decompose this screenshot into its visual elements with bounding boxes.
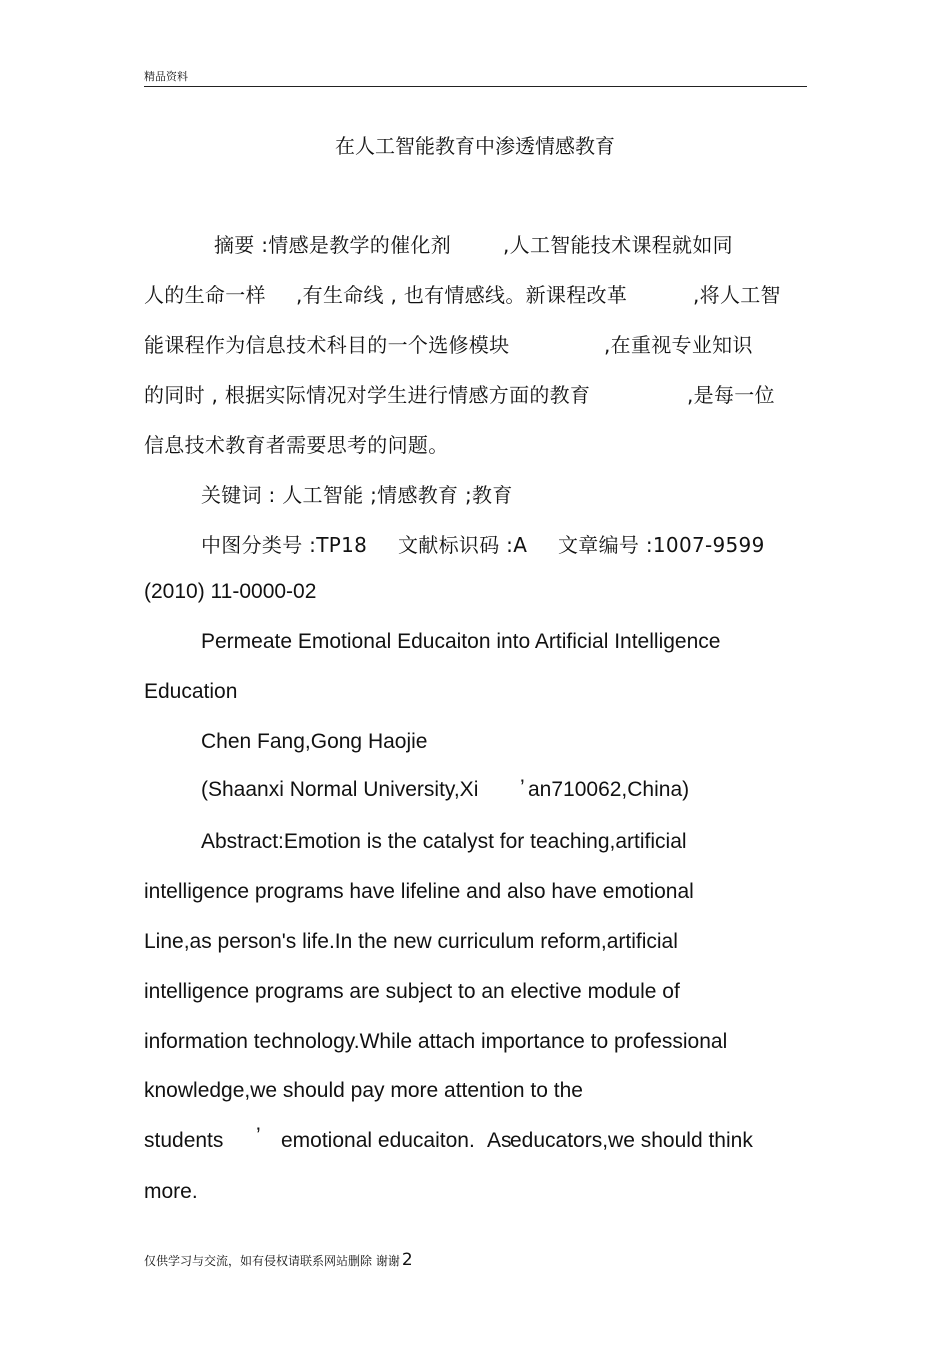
abstract-en-line-4: intelligence programs are subject to an elective module of [144, 980, 680, 1003]
authors: Chen Fang,Gong Haojie [201, 730, 428, 753]
header-divider [144, 86, 807, 87]
clc-number: 中图分类号 :TP18 [201, 533, 368, 557]
abstract-cn-line-5: 信息技术教育者需要思考的问题。 [144, 433, 449, 457]
abstract-en-line-3: Line,as person's life.In the new curriculum reform,artificial [144, 930, 678, 953]
abstract-cn-line-2b: ,有生命线 , 也有情感线。新课程改革 [296, 283, 628, 307]
affiliation-part-2: an710062,China) [528, 778, 690, 801]
abstract-cn-line-2a: 人的生命一样 [144, 283, 266, 307]
document-code: 文献标识码 :A [398, 533, 528, 557]
abstract-en-line-7a: students [144, 1129, 224, 1152]
footer-text: 仅供学习与交流，如有侵权请联系网站删除 谢谢 [144, 1254, 400, 1268]
abstract-cn-line-4b: ,是每一位 [687, 383, 775, 407]
abstract-en-line-7-apostrophe: ’ [256, 1124, 261, 1147]
abstract-cn-line-2c: ,将人工智 [693, 283, 781, 307]
english-title-line-2: Education [144, 680, 238, 703]
abstract-cn-line-4a: 的同时 , 根据实际情况对学生进行情感方面的教育 [144, 383, 591, 407]
affiliation-part-1: (Shaanxi Normal University,Xi [201, 778, 479, 801]
article-number: 文章编号 :1007-9599 [558, 533, 765, 557]
abstract-en-line-1: Abstract:Emotion is the catalyst for teaching,artificial [201, 830, 687, 853]
footer [144, 1250, 413, 1270]
issue-number: (2010) 11-0000-02 [144, 580, 317, 603]
affiliation-apostrophe: ’ [520, 776, 525, 799]
abstract-cn-line-3b: ,在重视专业知识 [604, 333, 753, 357]
abstract-en-line-5: information technology.While attach importance to professional [144, 1030, 728, 1053]
abstract-en-line-8: more. [144, 1180, 198, 1203]
abstract-en-line-6: knowledge,we should pay more attention to the [144, 1079, 583, 1102]
abstract-en-line-2: intelligence programs have lifeline and also have emotional [144, 880, 694, 903]
abstract-cn-line-3a: 能课程作为信息技术科目的一个选修模块 [144, 333, 510, 357]
page-title: 在人工智能教育中渗透情感教育 [335, 134, 615, 158]
abstract-cn-line-1b: ,人工智能技术课程就如同 [503, 233, 733, 257]
abstract-en-line-7c: As [487, 1129, 512, 1152]
abstract-en-line-7b: emotional educaiton. [281, 1129, 475, 1152]
abstract-cn-line-1a: 摘要 :情感是教学的催化剂 [214, 233, 451, 257]
keywords: 关键词 : 人工智能 ;情感教育 ;教育 [201, 483, 513, 507]
english-title-line-1: Permeate Emotional Educaiton into Artificial Intelligence [201, 630, 721, 653]
header-label: 精品资料 [144, 70, 188, 83]
abstract-en-line-7d: educators,we should think [510, 1129, 753, 1152]
page-number: 2 [401, 1250, 413, 1270]
